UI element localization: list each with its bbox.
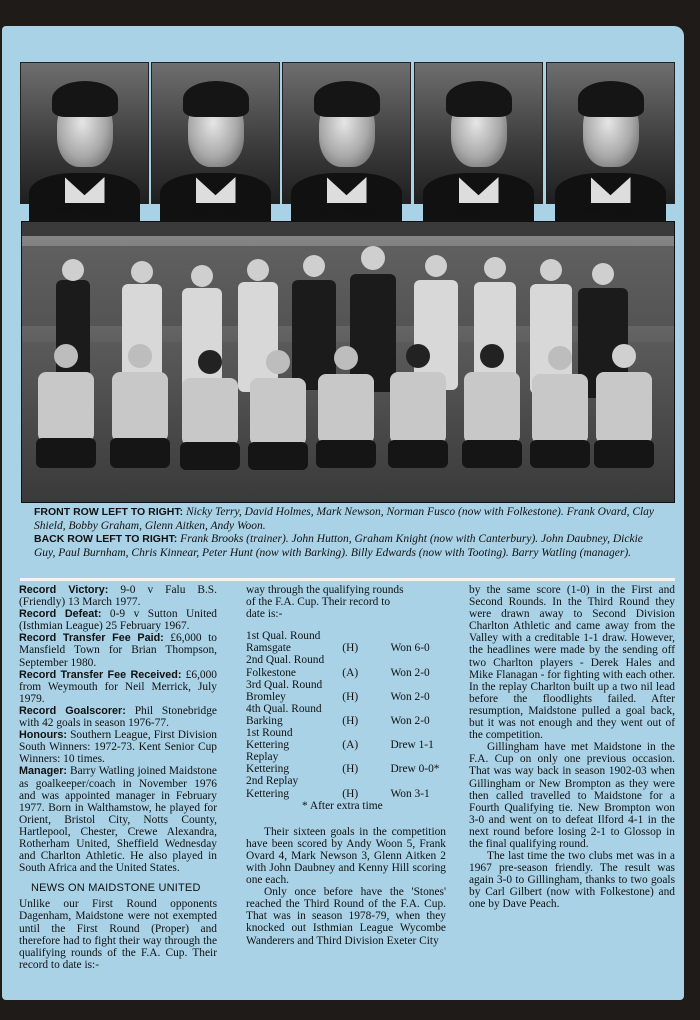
charlton-paragraph: by the same score (1-0) in the First and Second Rounds. In the Third Round they were drawn away to Second Division Charlton Athletic and came away from the Valley with a creditable 1-1 draw. However, the headlines were made by the sending off two Charlton players - Derek Hales and Mike Flanagan - for fighting with each other. In the replay Charlton built up a two nil lead before the floodlights failed. After resumption, Maidstone pulled a goal back, but it was not enough and they went out of the competition. <box>469 584 675 742</box>
round-name: 1st Qual. Round <box>246 630 321 643</box>
portrait-photo-3 <box>282 62 411 204</box>
result: Won 3-1 <box>390 787 430 800</box>
portrait-caption: John Hutton <box>580 204 639 216</box>
divider <box>20 578 675 581</box>
fact-record-defeat: Record Defeat: 0-9 v Sutton United (Isthmian League) 25 February 1967. <box>19 608 217 633</box>
opponent: Ramsgate <box>246 642 291 655</box>
cup-match-row <box>246 715 446 727</box>
front-row-names: Nicky Terry, David Holmes, Mark Newson, Norman Fusco (now with Folkestone). Frank Ovard, Clay Shield, Bobby Graham, Glenn Aitken, Andy Woon. <box>34 506 655 532</box>
opponent: Kettering <box>246 763 290 776</box>
gillingham-paragraph: Gillingham have met Maidstone in the F.A. Cup on only one previous occasion. That was way back in season 1902-03 when Gillingham or New Brompton as they were then called travelled to Maidstone for a Fourth Qualifying tie. New Brompton won 3-0 and went on to defeat Ilford 4-1 in the next round before losing 2-1 to Glossop in the final qualifying round. <box>469 741 675 850</box>
portrait-photo-5 <box>546 62 675 204</box>
history-column <box>469 584 675 911</box>
round-name: 2nd Qual. Round <box>246 654 325 667</box>
result: Won 2-0 <box>390 666 430 679</box>
result: Won 2-0 <box>390 714 430 727</box>
opponent: Kettering <box>246 787 290 800</box>
venue: (H) <box>342 714 359 727</box>
opponent: Folkestone <box>246 666 296 679</box>
round-name: 2nd Replay <box>246 775 299 788</box>
venue: (H) <box>342 642 359 655</box>
opponent: Bromley <box>246 690 286 703</box>
cup-round-label <box>246 727 446 739</box>
cup-record-column <box>246 584 446 947</box>
cup-record-table <box>246 630 446 799</box>
fact-honours: Honours: Southern League, First Division South Winners: 1972-73. Kent Senior Cup Winners: 10 times. <box>19 729 217 766</box>
cup-match-row <box>246 667 446 679</box>
venue: (A) <box>342 666 359 679</box>
back-row-names: Frank Brooks (trainer). John Hutton, Graham Knight (now with Canterbury). John Daubney, Dickie Guy, Paul Burnham, Chris Kinnear, Peter Hunt (now with Barking). Billy Edwards (now with Tooting). Barry Watling (manager). <box>34 533 643 559</box>
portrait-caption: Barry Watling <box>312 204 379 216</box>
venue: (H) <box>342 763 359 776</box>
front-row-heading: FRONT ROW LEFT TO RIGHT: <box>34 506 184 518</box>
fact-transfer-paid: Record Transfer Fee Paid: £6,000 to Mansfield Town for Brian Thompson, September 1980. <box>19 632 217 669</box>
result: Won 2-0 <box>390 690 430 703</box>
result: Drew 1-1 <box>390 739 434 752</box>
result: Drew 0-0* <box>390 763 440 776</box>
venue: (A) <box>342 739 359 752</box>
team-photo-caption <box>34 506 666 560</box>
opponent: Barking <box>246 714 283 727</box>
round-name: 1st Round <box>246 727 293 740</box>
fact-record-goalscorer: Record Goalscorer: Phil Stonebridge with 42 goals in season 1976-77. <box>19 704 217 730</box>
cup-match-row <box>246 739 446 751</box>
portrait-photo-1 <box>20 62 149 204</box>
fact-record-victory: Record Victory: 9-0 v Falu B.S. (Friendly) 13 March 1977. <box>19 584 217 609</box>
portrait-photo-2 <box>151 62 280 204</box>
venue: (H) <box>342 690 359 703</box>
result: Won 6-0 <box>390 642 430 655</box>
opponent: Kettering <box>246 739 290 752</box>
round-name: 4th Qual. Round <box>246 702 322 715</box>
club-facts-column <box>19 584 217 971</box>
portrait-caption: Kenny Hill <box>452 204 503 216</box>
extra-time-note: * After extra time <box>302 799 383 812</box>
cup-match-row <box>246 642 446 654</box>
portrait-photo-4 <box>414 62 543 204</box>
friendly-paragraph: The last time the two clubs met was in a 1967 pre-season friendly. The result was again 3-0 to Gillingham, thanks to two goals by Carl Gilbert (now with Folkestone) and one by Dave Peach. <box>469 850 675 911</box>
round-name: Replay <box>246 751 279 764</box>
portrait-caption: Glenn Aitken <box>184 204 245 216</box>
round-name: 3rd Qual. Round <box>246 678 323 691</box>
cup-round-label <box>246 679 446 691</box>
third-round-paragraph: Only once before have the 'Stones' reached the Third Round of the F.A. Cup. That was in season 1978-79, when they knocked out Isthmian League Wycombe Wanderers and Third Division Exeter City <box>246 886 446 947</box>
cup-match-row <box>246 691 446 703</box>
portrait-caption: Dave Wiltshire <box>49 204 118 216</box>
news-intro: Unlike our First Round opponents Dagenham, Maidstone were not exempted until the First Round (Proper) and therefore had to fight their way through the qualifying rounds of the F.A. Cup. Their record to date is:- <box>19 898 217 971</box>
cup-round-label <box>246 654 446 666</box>
team-photo <box>21 221 675 503</box>
cup-round-label <box>246 630 446 642</box>
goals-paragraph: Their sixteen goals in the competition have been scored by Andy Woon 5, Frank Ovard 4, Mark Newson 3, Glenn Aitken 2 with John Daubney and Kenny Hill scoring one each. <box>246 825 446 887</box>
cup-match-row <box>246 763 446 775</box>
cup-match-row <box>246 788 446 800</box>
news-heading: NEWS ON MAIDSTONE UNITED <box>31 882 201 895</box>
cup-round-label <box>246 751 446 763</box>
cup-round-label <box>246 775 446 787</box>
fact-transfer-received: Record Transfer Fee Received: £6,000 from Weymouth for Neil Merrick, July 1979. <box>19 668 217 705</box>
venue: (H) <box>342 787 359 800</box>
cup-round-label <box>246 703 446 715</box>
back-row-heading: BACK ROW LEFT TO RIGHT: <box>34 533 178 546</box>
fact-manager: Manager: Barry Watling joined Maidstone as goalkeeper/coach in November 1976 and was appointed manager in February 1977. Born in Walthamstow, he played for Orient, Bristol City, Notts County, Hartlepool, Chester, Crewe Alexandra, Rotherham United, Sheffield Wednesday and Charlton Athletic. He also played in South Africa and the United States. <box>19 765 217 875</box>
news-intro-continued: way through the qualifying rounds of the F.A. Cup. Their record to date is:- <box>246 584 404 621</box>
